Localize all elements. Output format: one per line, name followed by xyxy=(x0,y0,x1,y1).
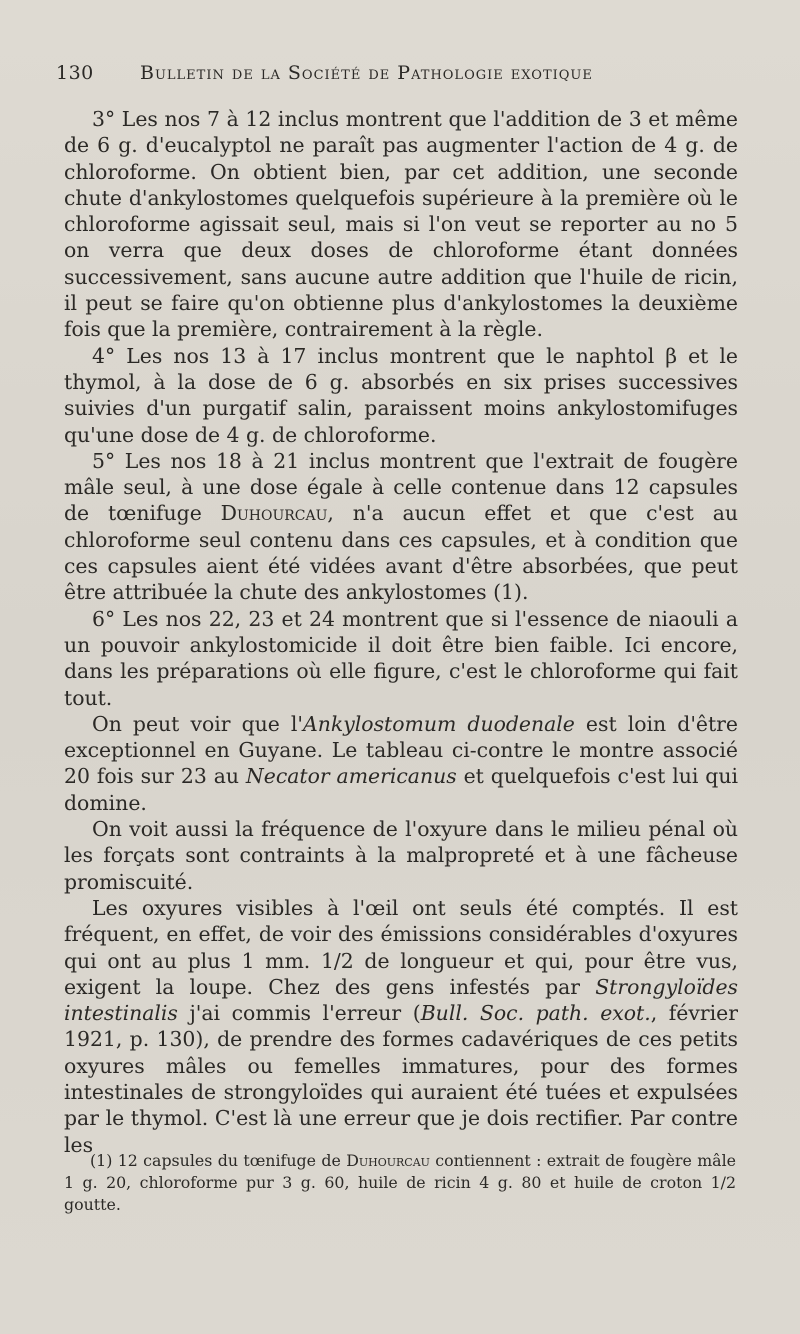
author-name: Duhourcau xyxy=(220,501,328,526)
paragraph-5-text-b: , n'a aucun effet et que c'est au chloroforme seul contenu dans ces capsules, et à condition que ces capsules aient été vidées avant d'être absorbées, que peut être attribuée la chute des ankylostomes (1). xyxy=(64,501,738,605)
footnote-author-name: Duhourcau xyxy=(346,1151,430,1170)
paragraph-text-b: j'ai commis l'erreur ( xyxy=(177,1001,421,1026)
species-strongyloides: Strongyloïdes intestinalis xyxy=(64,974,738,1026)
running-header xyxy=(56,62,740,92)
paragraph-text-a: On peut voir que l' xyxy=(92,711,304,736)
paragraph-5 xyxy=(64,448,738,606)
body-text xyxy=(64,106,738,1158)
page-number: 130 xyxy=(56,62,94,84)
paragraph-oxyure: On voit aussi la fréquence de l'oxyure dans le milieu pénal où les forçats sont contraints à la malpropreté et à une fâcheuse promiscuité. xyxy=(64,817,738,894)
paragraph-6: 6° Les nos 22, 23 et 24 montrent que si l'essence de niaouli a un pouvoir ankylostomicide il doit être bien faible. Ici encore, dans les préparations où elle figure, c'est le chloroforme qui fait tout. xyxy=(64,606,738,710)
species-ankylostomum: Ankylostomum duodenale xyxy=(303,711,575,736)
footnote-1 xyxy=(64,1150,736,1216)
citation-reference: Bull. Soc. path. exot. xyxy=(420,1001,651,1026)
paragraph-3: 3° Les nos 7 à 12 inclus montrent que l'addition de 3 et même de 6 g. d'eucalyptol ne paraît pas augmenter l'action de 4 g. de chloroforme. On obtient bien, par cet addition, une seconde chute d'ankylostomes quelquefois supérieure à la première où le chloroforme agissait seul, mais si l'on veut se reporter au no 5 on verra que deux doses de chloroforme étant données successivement, sans aucune autre addition que l'huile de ricin, il peut se faire qu'on obtienne plus d'ankylostomes la deuxième fois que la première, contrairement à la règle. xyxy=(64,107,738,342)
species-necator: Necator americanus xyxy=(245,764,457,789)
paragraph-5-text-a: 5° Les nos 18 à 21 inclus montrent que l'extrait de fougère mâle seul, à une dose égale à celle contenue dans 12 capsules de tœnifuge xyxy=(64,448,738,526)
paragraph-text-c: , février 1921, p. 130), de prendre des formes cadavériques de ces petits oxyures mâles ou femelles immatures, pour des formes intestinales de strongyloïdes qui auraient été tuées et expulsées par le thymol. C'est là une erreur que je dois rectifier. Par contre les xyxy=(64,1001,738,1157)
paragraph-text-c: et quelquefois c'est lui qui domine. xyxy=(64,764,738,815)
paragraph-oxyures-visibles xyxy=(64,895,738,1158)
paragraph-ankylostomum xyxy=(64,711,738,816)
paragraph-text-a: Les oxyures visibles à l'œil ont seuls été comptés. Il est fréquent, en effet, de voir des émissions considérables d'oxyures qui ont au plus 1 mm. 1/2 de longueur et qui, pour être vus, exigent la loupe. Chez des gens infestés par xyxy=(64,895,738,999)
journal-title: Bulletin de la Société de Pathologie exotique xyxy=(140,62,593,84)
footnote-text-a: (1) 12 capsules du tœnifuge de xyxy=(90,1151,347,1170)
paragraph-4: 4° Les nos 13 à 17 inclus montrent que le naphtol β et le thymol, à la dose de 6 g. absorbés en six prises successives suivies d'un purgatif salin, paraissent moins ankylostomifuges qu'une dose de 4 g. de chloroforme. xyxy=(64,343,738,447)
footnote-text-b: contiennent : extrait de fougère mâle 1 g. 20, chloroforme pur 3 g. 60, huile de ricin 4 g. 80 et huile de croton 1/2 goutte. xyxy=(64,1151,736,1214)
paragraph-text-b: est loin d'être exceptionnel en Guyane. Le tableau ci-contre le montre associé 20 fois sur 23 au xyxy=(64,711,738,789)
footnote xyxy=(64,1150,736,1216)
